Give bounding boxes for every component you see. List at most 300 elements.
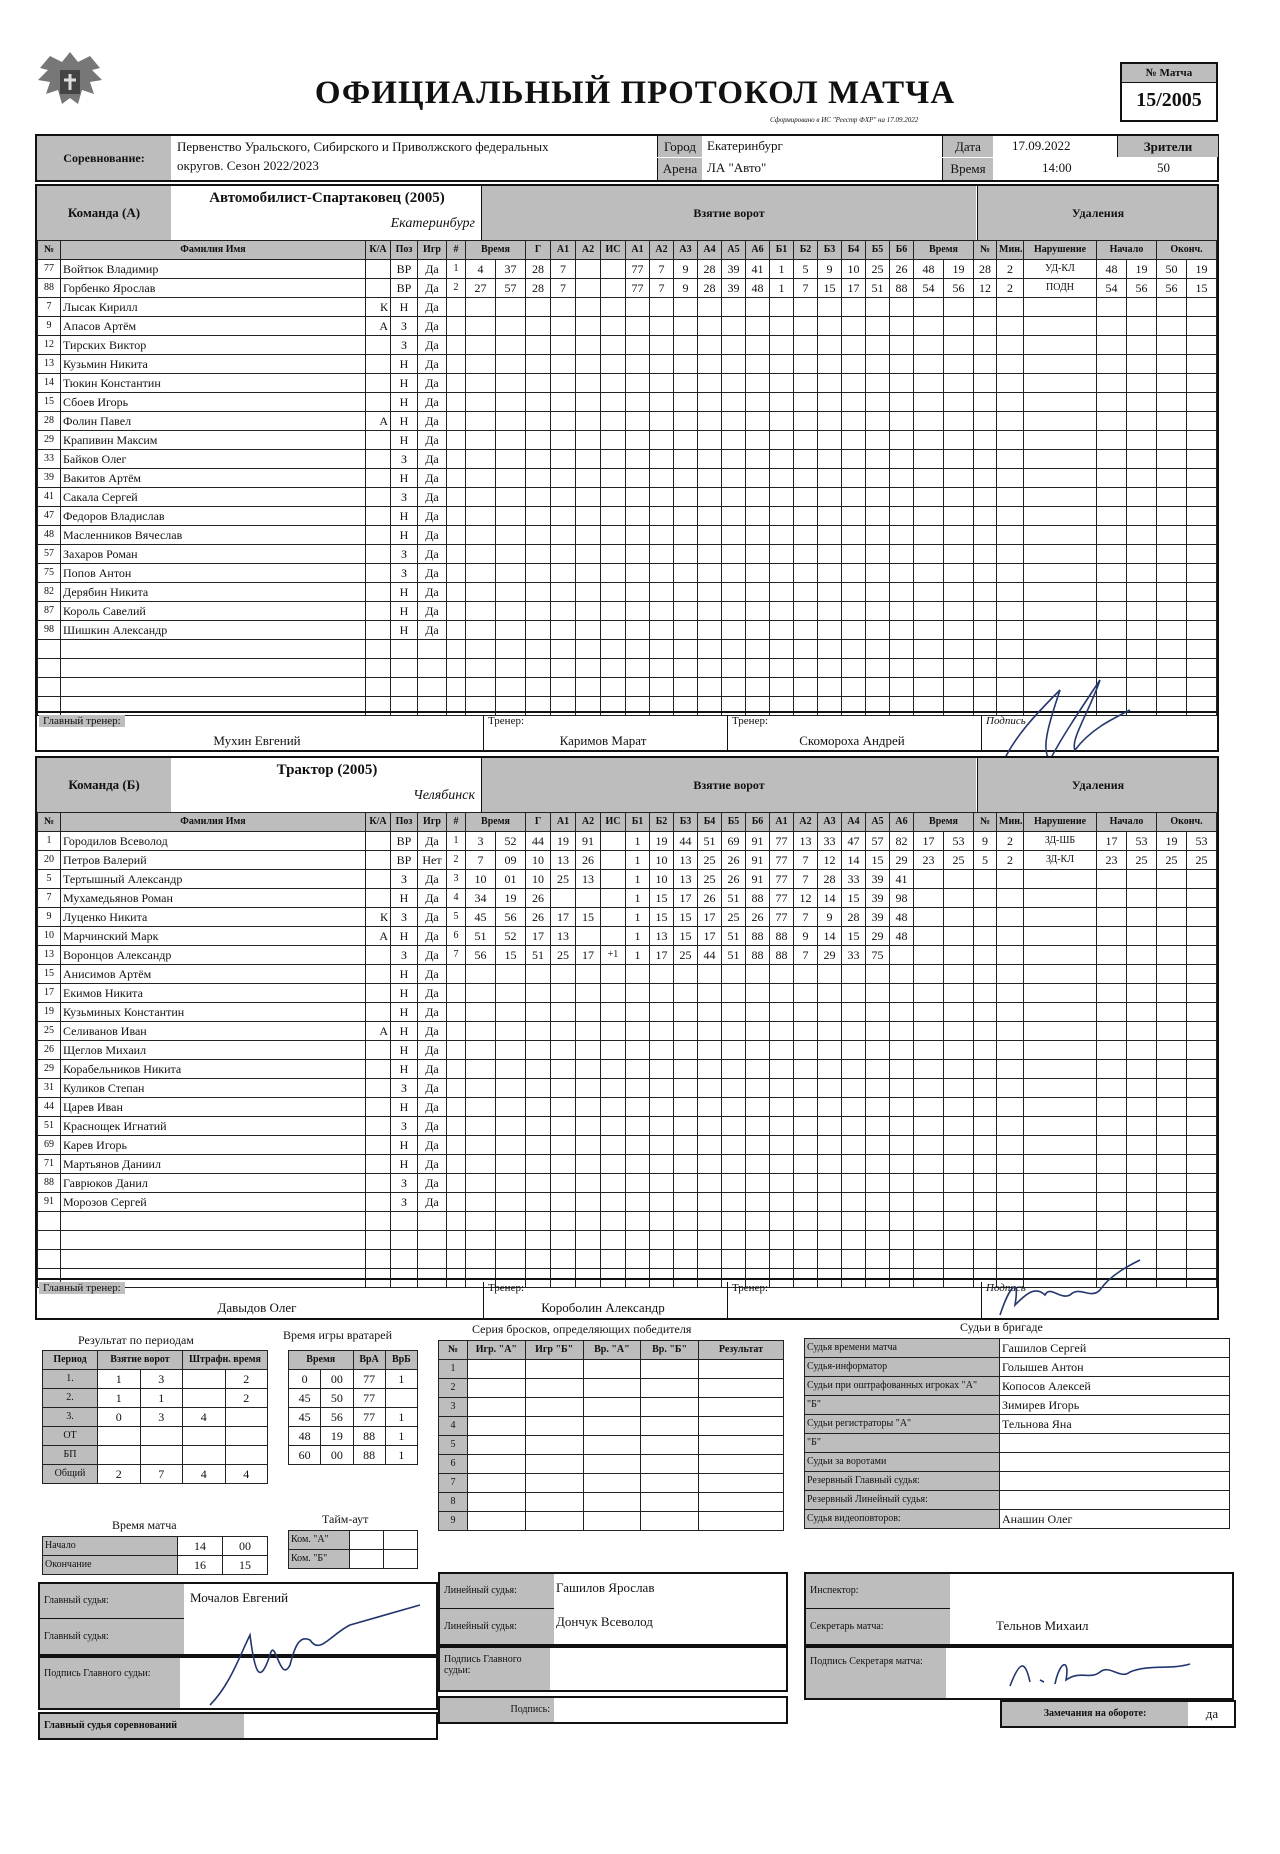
player-position bbox=[391, 1212, 418, 1231]
empty-cell bbox=[626, 1193, 650, 1212]
goal-onice-opp-player: 41 bbox=[890, 870, 914, 889]
player-name: Селиванов Иван bbox=[61, 1022, 366, 1041]
player-role bbox=[366, 431, 391, 450]
empty-cell bbox=[890, 984, 914, 1003]
empty-cell bbox=[944, 965, 974, 984]
goal-onice-opp-player: 77 bbox=[770, 870, 794, 889]
arena: ЛА "Авто" bbox=[707, 160, 767, 175]
goal-onice-player: 10 bbox=[650, 870, 674, 889]
empty-cell bbox=[650, 659, 674, 678]
empty-cell bbox=[722, 1174, 746, 1193]
player-name: Байков Олег bbox=[61, 450, 366, 469]
empty-cell bbox=[997, 469, 1024, 488]
player-name: Шишкин Александр bbox=[61, 621, 366, 640]
empty-cell bbox=[890, 1117, 914, 1136]
empty-cell bbox=[974, 1003, 997, 1022]
empty-cell bbox=[466, 583, 496, 602]
spectators-label: Зрители bbox=[1117, 136, 1218, 157]
empty-cell bbox=[866, 1041, 890, 1060]
empty-cell bbox=[698, 1060, 722, 1079]
empty-cell bbox=[496, 1212, 526, 1231]
player-role bbox=[366, 564, 391, 583]
goal-onice-player: 26 bbox=[698, 889, 722, 908]
empty-cell bbox=[1097, 1231, 1127, 1250]
empty-cell bbox=[914, 602, 944, 621]
pen-second: 56 bbox=[944, 279, 974, 298]
goal-onice-opp-player: 88 bbox=[770, 927, 794, 946]
empty-cell bbox=[914, 1155, 944, 1174]
empty-cell bbox=[794, 564, 818, 583]
empty-cell bbox=[626, 1174, 650, 1193]
empty-cell bbox=[842, 1041, 866, 1060]
player-position: Н bbox=[391, 965, 418, 984]
empty-cell bbox=[496, 469, 526, 488]
table-row bbox=[38, 374, 1217, 393]
empty-cell bbox=[818, 355, 842, 374]
empty-cell bbox=[997, 927, 1024, 946]
empty-cell bbox=[866, 1174, 890, 1193]
empty-cell bbox=[944, 583, 974, 602]
col-onice: А2 bbox=[650, 241, 674, 260]
period-pim-b: 2 bbox=[225, 1370, 268, 1389]
goal-onice-player: 13 bbox=[674, 851, 698, 870]
empty-cell bbox=[746, 1174, 770, 1193]
empty-cell bbox=[447, 431, 466, 450]
empty-cell bbox=[674, 1022, 698, 1041]
empty-cell bbox=[650, 984, 674, 1003]
table-row bbox=[38, 431, 1217, 450]
goal-assist2: 15 bbox=[576, 908, 601, 927]
empty-cell bbox=[974, 927, 997, 946]
empty-cell bbox=[1024, 927, 1097, 946]
empty-cell bbox=[496, 1155, 526, 1174]
empty-cell bbox=[944, 889, 974, 908]
empty-cell bbox=[626, 640, 650, 659]
empty-cell bbox=[914, 1022, 944, 1041]
empty-cell bbox=[842, 1136, 866, 1155]
empty-cell bbox=[1024, 621, 1097, 640]
player-name: Морозов Сергей bbox=[61, 1193, 366, 1212]
player-number: 1 bbox=[38, 832, 61, 851]
empty-cell bbox=[944, 1193, 974, 1212]
col-pen-min: Мин. bbox=[997, 241, 1024, 260]
empty-cell bbox=[866, 984, 890, 1003]
player-played: Да bbox=[418, 889, 447, 908]
empty-cell bbox=[496, 450, 526, 469]
empty-cell bbox=[698, 488, 722, 507]
player-name: Воронцов Александр bbox=[61, 946, 366, 965]
empty-cell bbox=[842, 1079, 866, 1098]
col-onice-opp: Б5 bbox=[866, 241, 890, 260]
table-row bbox=[38, 1155, 1217, 1174]
empty-cell bbox=[794, 317, 818, 336]
empty-cell bbox=[722, 678, 746, 697]
empty-cell bbox=[468, 1398, 526, 1417]
official-role: Судьи при оштрафованных игроках "А" bbox=[805, 1377, 1000, 1396]
empty-cell bbox=[794, 488, 818, 507]
pen-infraction: УД-КЛ bbox=[1024, 260, 1097, 279]
player-played: Да bbox=[418, 870, 447, 889]
empty-cell bbox=[650, 1041, 674, 1060]
col-assist1: А1 bbox=[551, 241, 576, 260]
empty-cell bbox=[601, 659, 626, 678]
empty-cell bbox=[526, 450, 551, 469]
goal-number: 3 bbox=[447, 870, 466, 889]
col-pen-start: Начало bbox=[1097, 813, 1157, 832]
empty-cell bbox=[601, 469, 626, 488]
empty-cell bbox=[842, 545, 866, 564]
empty-cell bbox=[1097, 412, 1127, 431]
empty-cell bbox=[551, 678, 576, 697]
empty-cell bbox=[722, 1041, 746, 1060]
empty-cell bbox=[698, 393, 722, 412]
player-position: Н bbox=[391, 412, 418, 431]
table-row bbox=[38, 545, 1217, 564]
empty-cell bbox=[674, 1117, 698, 1136]
table-row bbox=[38, 1022, 1217, 1041]
empty-cell bbox=[818, 602, 842, 621]
player-role: К bbox=[366, 908, 391, 927]
coach2-label: Тренер: bbox=[727, 715, 768, 752]
player-name: Сбоев Игорь bbox=[61, 393, 366, 412]
player-role bbox=[366, 1250, 391, 1269]
empty-cell bbox=[944, 1212, 974, 1231]
empty-cell bbox=[914, 393, 944, 412]
empty-cell bbox=[699, 1379, 784, 1398]
empty-cell bbox=[722, 298, 746, 317]
goal-onice-opp-player: 29 bbox=[818, 946, 842, 965]
empty-cell bbox=[746, 965, 770, 984]
goal-onice-player: 1 bbox=[626, 889, 650, 908]
empty-cell bbox=[601, 984, 626, 1003]
player-position: З bbox=[391, 336, 418, 355]
empty-cell bbox=[794, 1136, 818, 1155]
timeout-title: Тайм-аут bbox=[322, 1512, 369, 1526]
empty-cell bbox=[525, 1455, 583, 1474]
linesman-1: Гашилов Ярослав bbox=[556, 1580, 655, 1595]
empty-cell bbox=[466, 374, 496, 393]
empty-cell bbox=[551, 412, 576, 431]
empty-cell bbox=[1187, 507, 1217, 526]
goal-number: 6 bbox=[447, 927, 466, 946]
empty-cell bbox=[1097, 965, 1127, 984]
col-goal-no: # bbox=[447, 241, 466, 260]
empty-cell bbox=[818, 374, 842, 393]
signature-row-label: Подпись: bbox=[440, 1698, 554, 1722]
goal-onice-opp-player: 77 bbox=[770, 851, 794, 870]
empty-cell bbox=[890, 1250, 914, 1269]
player-name: Тюкин Константин bbox=[61, 374, 366, 393]
empty-cell bbox=[890, 488, 914, 507]
empty-cell bbox=[1127, 870, 1157, 889]
empty-cell bbox=[1097, 621, 1127, 640]
player-name: Царев Иван bbox=[61, 1098, 366, 1117]
empty-cell bbox=[997, 1022, 1024, 1041]
player-position bbox=[391, 640, 418, 659]
goal-onice-player: 25 bbox=[698, 851, 722, 870]
empty-cell bbox=[794, 469, 818, 488]
player-role bbox=[366, 279, 391, 298]
empty-cell bbox=[944, 1022, 974, 1041]
empty-cell bbox=[466, 659, 496, 678]
official-role: Судья-информатор bbox=[805, 1358, 1000, 1377]
table-row bbox=[43, 1465, 268, 1484]
empty-cell bbox=[698, 1003, 722, 1022]
empty-cell bbox=[770, 965, 794, 984]
empty-cell bbox=[842, 1155, 866, 1174]
empty-cell bbox=[997, 602, 1024, 621]
empty-cell bbox=[914, 1136, 944, 1155]
empty-cell bbox=[944, 870, 974, 889]
empty-cell bbox=[890, 526, 914, 545]
empty-cell bbox=[698, 621, 722, 640]
shot-number: 7 bbox=[439, 1474, 468, 1493]
player-number: 9 bbox=[38, 908, 61, 927]
empty-cell bbox=[770, 621, 794, 640]
goal-onice-opp-player: 47 bbox=[842, 832, 866, 851]
col-assist1: А1 bbox=[551, 813, 576, 832]
spectators: 50 bbox=[1157, 160, 1170, 175]
official-role: Судья времени матча bbox=[805, 1339, 1000, 1358]
empty-cell bbox=[890, 431, 914, 450]
empty-cell bbox=[866, 526, 890, 545]
empty-cell bbox=[496, 1193, 526, 1212]
empty-cell bbox=[1157, 298, 1187, 317]
empty-cell bbox=[842, 317, 866, 336]
player-played: Да bbox=[418, 832, 447, 851]
empty-cell bbox=[698, 507, 722, 526]
empty-cell bbox=[650, 678, 674, 697]
empty-cell bbox=[626, 545, 650, 564]
date-label: Дата bbox=[942, 136, 993, 157]
empty-cell bbox=[866, 412, 890, 431]
empty-cell bbox=[583, 1455, 641, 1474]
empty-cell bbox=[914, 1250, 944, 1269]
col-onice-opp: А4 bbox=[842, 813, 866, 832]
pen-player: 28 bbox=[974, 260, 997, 279]
empty-cell bbox=[626, 450, 650, 469]
player-name: Городилов Всеволод bbox=[61, 832, 366, 851]
empty-cell bbox=[914, 1041, 944, 1060]
empty-cell bbox=[526, 526, 551, 545]
player-played: Да bbox=[418, 298, 447, 317]
goal-minute: 51 bbox=[466, 927, 496, 946]
empty-cell bbox=[746, 1136, 770, 1155]
empty-cell bbox=[794, 1250, 818, 1269]
player-name: Федоров Владислав bbox=[61, 507, 366, 526]
empty-cell bbox=[650, 355, 674, 374]
empty-cell bbox=[1157, 889, 1187, 908]
empty-cell bbox=[997, 1060, 1024, 1079]
player-played: Да bbox=[418, 1136, 447, 1155]
empty-cell bbox=[576, 355, 601, 374]
empty-cell bbox=[496, 336, 526, 355]
table-row bbox=[439, 1417, 784, 1436]
empty-cell bbox=[997, 1098, 1024, 1117]
table-row bbox=[38, 393, 1217, 412]
empty-cell bbox=[974, 1136, 997, 1155]
empty-cell bbox=[866, 1155, 890, 1174]
empty-cell bbox=[551, 984, 576, 1003]
table-row bbox=[38, 336, 1217, 355]
empty-cell bbox=[890, 1212, 914, 1231]
goal-scorer: 44 bbox=[526, 832, 551, 851]
periods-title: Результат по периодам bbox=[78, 1333, 194, 1347]
empty-cell bbox=[866, 355, 890, 374]
empty-cell bbox=[601, 526, 626, 545]
empty-cell bbox=[699, 1455, 784, 1474]
empty-cell bbox=[1127, 298, 1157, 317]
empty-cell bbox=[974, 1022, 997, 1041]
goal-onice-player: 28 bbox=[698, 260, 722, 279]
player-role bbox=[366, 984, 391, 1003]
empty-cell bbox=[583, 1474, 641, 1493]
empty-cell bbox=[1157, 469, 1187, 488]
empty-cell bbox=[601, 412, 626, 431]
empty-cell bbox=[818, 621, 842, 640]
empty-cell bbox=[698, 450, 722, 469]
empty-cell bbox=[641, 1455, 699, 1474]
player-number: 47 bbox=[38, 507, 61, 526]
empty-cell bbox=[447, 469, 466, 488]
empty-cell bbox=[1024, 1193, 1097, 1212]
empty-cell bbox=[746, 564, 770, 583]
match-time-table bbox=[42, 1536, 268, 1575]
empty-cell bbox=[576, 1022, 601, 1041]
goalie-second: 00 bbox=[321, 1446, 353, 1465]
empty-cell bbox=[551, 507, 576, 526]
empty-cell bbox=[944, 1231, 974, 1250]
empty-cell bbox=[770, 412, 794, 431]
empty-cell bbox=[770, 450, 794, 469]
empty-cell bbox=[1187, 984, 1217, 1003]
empty-cell bbox=[997, 984, 1024, 1003]
goal-onice-player: 10 bbox=[650, 851, 674, 870]
empty-cell bbox=[1097, 1098, 1127, 1117]
goal-minute: 34 bbox=[466, 889, 496, 908]
empty-cell bbox=[1024, 317, 1097, 336]
empty-cell bbox=[576, 1060, 601, 1079]
empty-cell bbox=[1157, 678, 1187, 697]
empty-cell bbox=[1097, 1060, 1127, 1079]
empty-cell bbox=[674, 602, 698, 621]
empty-cell bbox=[650, 583, 674, 602]
empty-cell bbox=[914, 659, 944, 678]
goal-situation bbox=[601, 927, 626, 946]
player-number bbox=[38, 1250, 61, 1269]
table-row bbox=[38, 1117, 1217, 1136]
empty-cell bbox=[601, 374, 626, 393]
col-shot-result: Результат bbox=[699, 1341, 784, 1360]
empty-cell bbox=[944, 621, 974, 640]
empty-cell bbox=[601, 1098, 626, 1117]
empty-cell bbox=[746, 431, 770, 450]
empty-cell bbox=[866, 507, 890, 526]
empty-cell bbox=[890, 336, 914, 355]
player-played: Да bbox=[418, 1041, 447, 1060]
table-row bbox=[805, 1339, 1230, 1358]
goal-assist2 bbox=[576, 279, 601, 298]
col-period: Период bbox=[43, 1351, 98, 1370]
empty-cell bbox=[842, 1003, 866, 1022]
empty-cell bbox=[974, 412, 997, 431]
player-played: Да bbox=[418, 1174, 447, 1193]
empty-cell bbox=[722, 564, 746, 583]
empty-cell bbox=[842, 678, 866, 697]
empty-cell bbox=[1157, 1079, 1187, 1098]
goal-second: 19 bbox=[496, 889, 526, 908]
table-row bbox=[289, 1446, 418, 1465]
empty-cell bbox=[746, 1117, 770, 1136]
goal-onice-player: 39 bbox=[722, 279, 746, 298]
empty-cell bbox=[818, 1041, 842, 1060]
empty-cell bbox=[496, 659, 526, 678]
empty-cell bbox=[1187, 659, 1217, 678]
empty-cell bbox=[601, 640, 626, 659]
empty-cell bbox=[626, 355, 650, 374]
empty-cell bbox=[1127, 1193, 1157, 1212]
goal-onice-player: 51 bbox=[722, 927, 746, 946]
empty-cell bbox=[1097, 927, 1127, 946]
empty-cell bbox=[818, 412, 842, 431]
empty-cell bbox=[626, 488, 650, 507]
empty-cell bbox=[1157, 1250, 1187, 1269]
pen-infraction: ЗД-КЛ bbox=[1024, 851, 1097, 870]
empty-cell bbox=[526, 621, 551, 640]
empty-cell bbox=[890, 545, 914, 564]
empty-cell bbox=[794, 1155, 818, 1174]
empty-cell bbox=[1187, 889, 1217, 908]
player-played bbox=[418, 1212, 447, 1231]
player-position: З bbox=[391, 1174, 418, 1193]
empty-cell bbox=[746, 1041, 770, 1060]
empty-cell bbox=[496, 1136, 526, 1155]
player-position: Н bbox=[391, 889, 418, 908]
goal-number: 5 bbox=[447, 908, 466, 927]
empty-cell bbox=[1024, 908, 1097, 927]
goal-onice-opp-player: 88 bbox=[890, 279, 914, 298]
empty-cell bbox=[997, 412, 1024, 431]
period-goals-b: 1 bbox=[140, 1389, 183, 1408]
empty-cell bbox=[914, 984, 944, 1003]
empty-cell bbox=[698, 1155, 722, 1174]
goal-scorer: 28 bbox=[526, 279, 551, 298]
empty-cell bbox=[601, 678, 626, 697]
goal-assist1: 13 bbox=[551, 927, 576, 946]
empty-cell bbox=[674, 659, 698, 678]
empty-cell bbox=[576, 1136, 601, 1155]
player-position: ВР bbox=[391, 279, 418, 298]
col-played: Игр bbox=[418, 813, 447, 832]
match-start-minute: 00 bbox=[223, 1537, 268, 1556]
empty-cell bbox=[698, 1098, 722, 1117]
empty-cell bbox=[914, 431, 944, 450]
pen-minutes: 2 bbox=[997, 851, 1024, 870]
empty-cell bbox=[997, 889, 1024, 908]
empty-cell bbox=[746, 640, 770, 659]
goal-onice-opp-player: 15 bbox=[842, 927, 866, 946]
player-position: Н bbox=[391, 602, 418, 621]
empty-cell bbox=[699, 1436, 784, 1455]
empty-cell bbox=[496, 412, 526, 431]
player-played: Да bbox=[418, 450, 447, 469]
empty-cell bbox=[626, 564, 650, 583]
empty-cell bbox=[974, 984, 997, 1003]
pen-end-min: 50 bbox=[1157, 260, 1187, 279]
empty-cell bbox=[890, 507, 914, 526]
empty-cell bbox=[997, 1041, 1024, 1060]
pen-start-sec: 56 bbox=[1127, 279, 1157, 298]
